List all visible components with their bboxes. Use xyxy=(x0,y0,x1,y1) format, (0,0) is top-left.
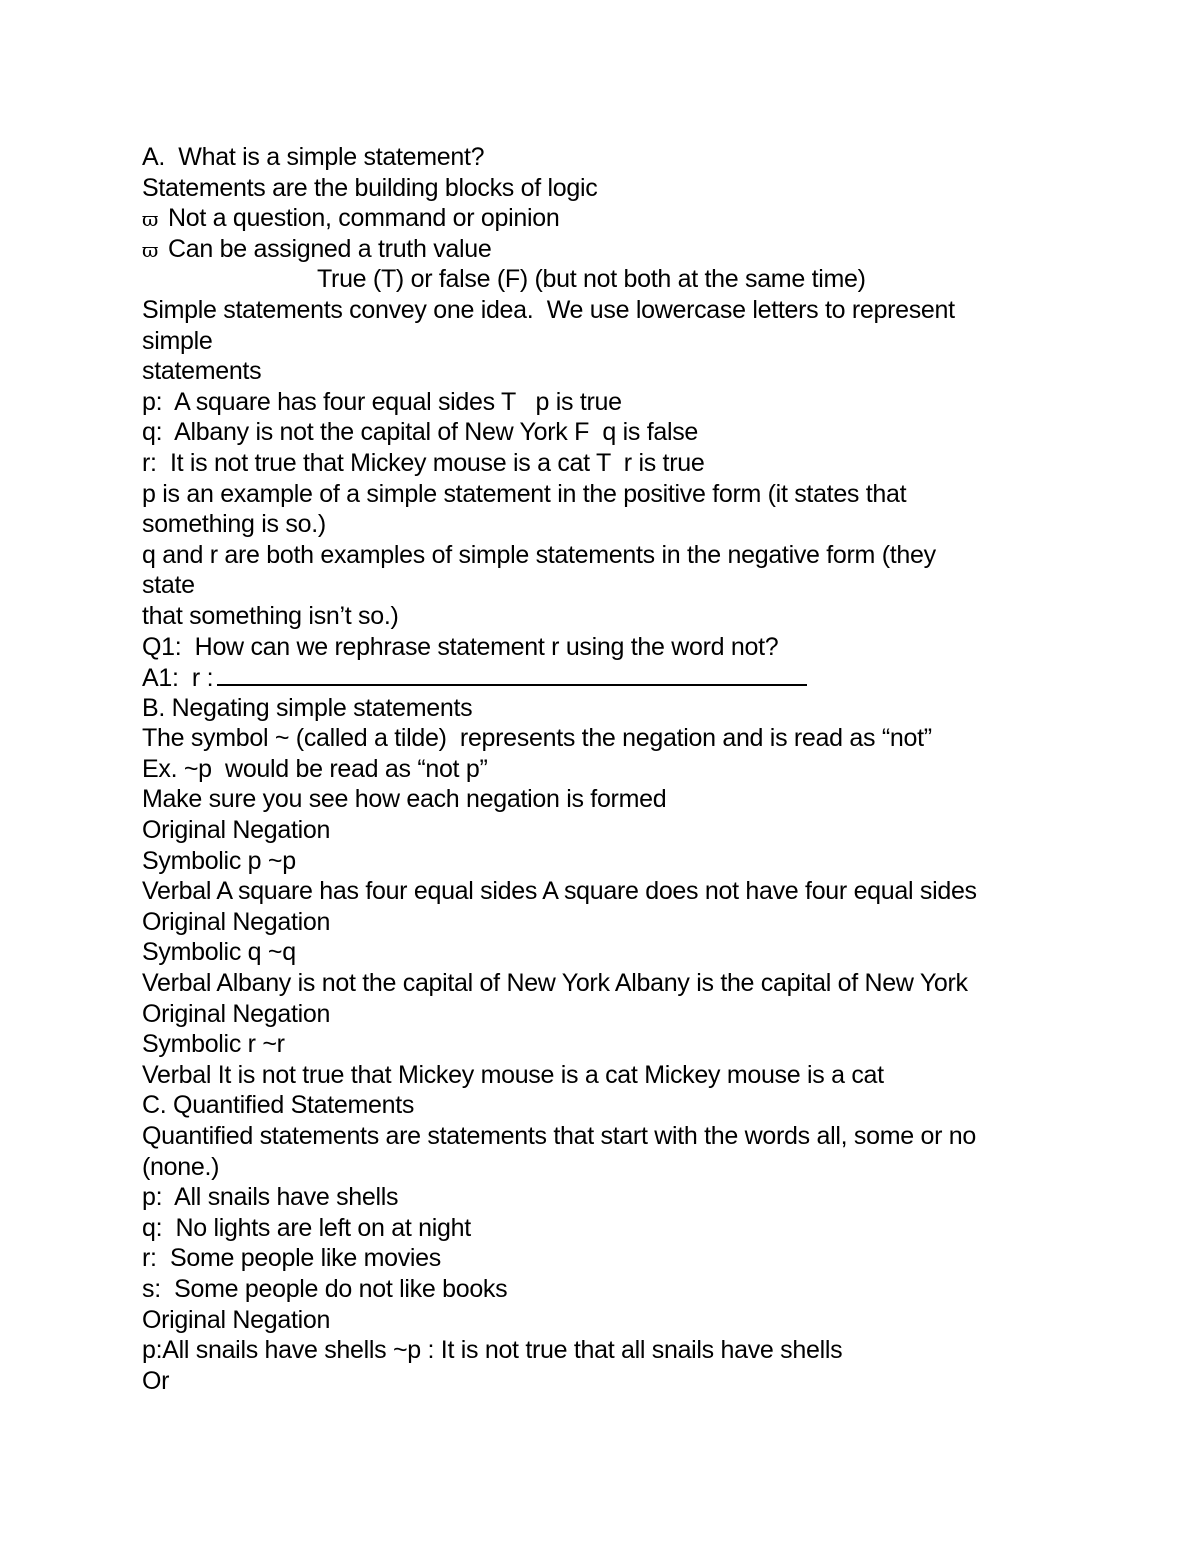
symbolic-row-2: Symbolic q ~q xyxy=(142,938,296,967)
tilde-definition: The symbol ~ (called a tilde) represents the negation and is read as “not” xyxy=(142,724,932,753)
original-negation-header-3: Original Negation xyxy=(142,999,331,1028)
original-negation-header-1: Original Negation xyxy=(142,816,331,845)
truth-value-line: True (T) or false (F) (but not both at the same time) xyxy=(317,265,866,294)
answer-blank xyxy=(217,662,807,686)
positive-form-line-2: something is so.) xyxy=(142,510,326,539)
bullet-icon: ϖ xyxy=(142,237,159,262)
quantified-line-1: Quantified statements are statements that start with the words all, some or no xyxy=(142,1122,976,1150)
simple-statement-line-1: Simple statements convey one idea. We use lowercase letters to represent xyxy=(142,295,955,324)
example-q: q: Albany is not the capital of New York F q is false xyxy=(142,418,699,447)
example-p: p: A square has four equal sides T p is true xyxy=(142,387,622,416)
answer-1-label: A1: r : xyxy=(142,664,214,693)
bullet-text-2: Can be assigned a truth value xyxy=(168,234,492,263)
p-negation-row: p:All snails have shells ~p : It is not true that all snails have shells xyxy=(142,1336,843,1365)
quantified-line-2: (none.) xyxy=(142,1152,220,1181)
example-r: r: It is not true that Mickey mouse is a cat T r is true xyxy=(142,448,705,477)
bullet-item-2 xyxy=(142,234,1072,265)
intro-line: Statements are the building blocks of logic xyxy=(142,173,598,202)
negative-form-line-2: state xyxy=(142,571,195,600)
simple-statement-line-3: statements xyxy=(142,357,262,386)
negative-form-line-1: q and r are both examples of simple statements in the negative form (they xyxy=(142,540,936,569)
tilde-example: Ex. ~p would be read as “not p” xyxy=(142,754,488,783)
positive-form-line-1: p is an example of a simple statement in the positive form (it states that xyxy=(142,479,907,508)
verbal-row-3: Verbal It is not true that Mickey mouse is a cat Mickey mouse is a cat xyxy=(142,1060,884,1089)
bullet-item-1 xyxy=(142,203,1072,234)
bullet-icon: ϖ xyxy=(142,207,159,232)
section-a-heading: A. What is a simple statement? xyxy=(142,143,485,171)
symbolic-row-3: Symbolic r ~r xyxy=(142,1030,285,1059)
quantified-example-p: p: All snails have shells xyxy=(142,1183,399,1212)
section-b-heading: B. Negating simple statements xyxy=(142,693,473,722)
symbolic-row-1: Symbolic p ~p xyxy=(142,846,296,875)
quantified-example-r: r: Some people like movies xyxy=(142,1244,441,1273)
original-negation-header-2: Original Negation xyxy=(142,907,331,936)
original-negation-header-4: Original Negation xyxy=(142,1305,331,1334)
negative-form-line-3: that something isn’t so.) xyxy=(142,601,399,630)
question-1: Q1: How can we rephrase statement r using the word not? xyxy=(142,632,779,661)
answer-1-line xyxy=(142,662,1072,693)
bullet-text-1: Not a question, command or opinion xyxy=(168,204,560,233)
section-c-heading: C. Quantified Statements xyxy=(142,1091,415,1120)
make-sure-line: Make sure you see how each negation is formed xyxy=(142,785,667,814)
document-page xyxy=(142,142,1072,1396)
verbal-row-1: Verbal A square has four equal sides A square does not have four equal sides xyxy=(142,877,977,906)
quantified-example-s: s: Some people do not like books xyxy=(142,1274,508,1303)
quantified-example-q: q: No lights are left on at night xyxy=(142,1213,471,1242)
or-line: Or xyxy=(142,1366,170,1395)
verbal-row-2: Verbal Albany is not the capital of New York Albany is the capital of New York xyxy=(142,969,968,998)
simple-statement-line-2: simple xyxy=(142,326,213,355)
